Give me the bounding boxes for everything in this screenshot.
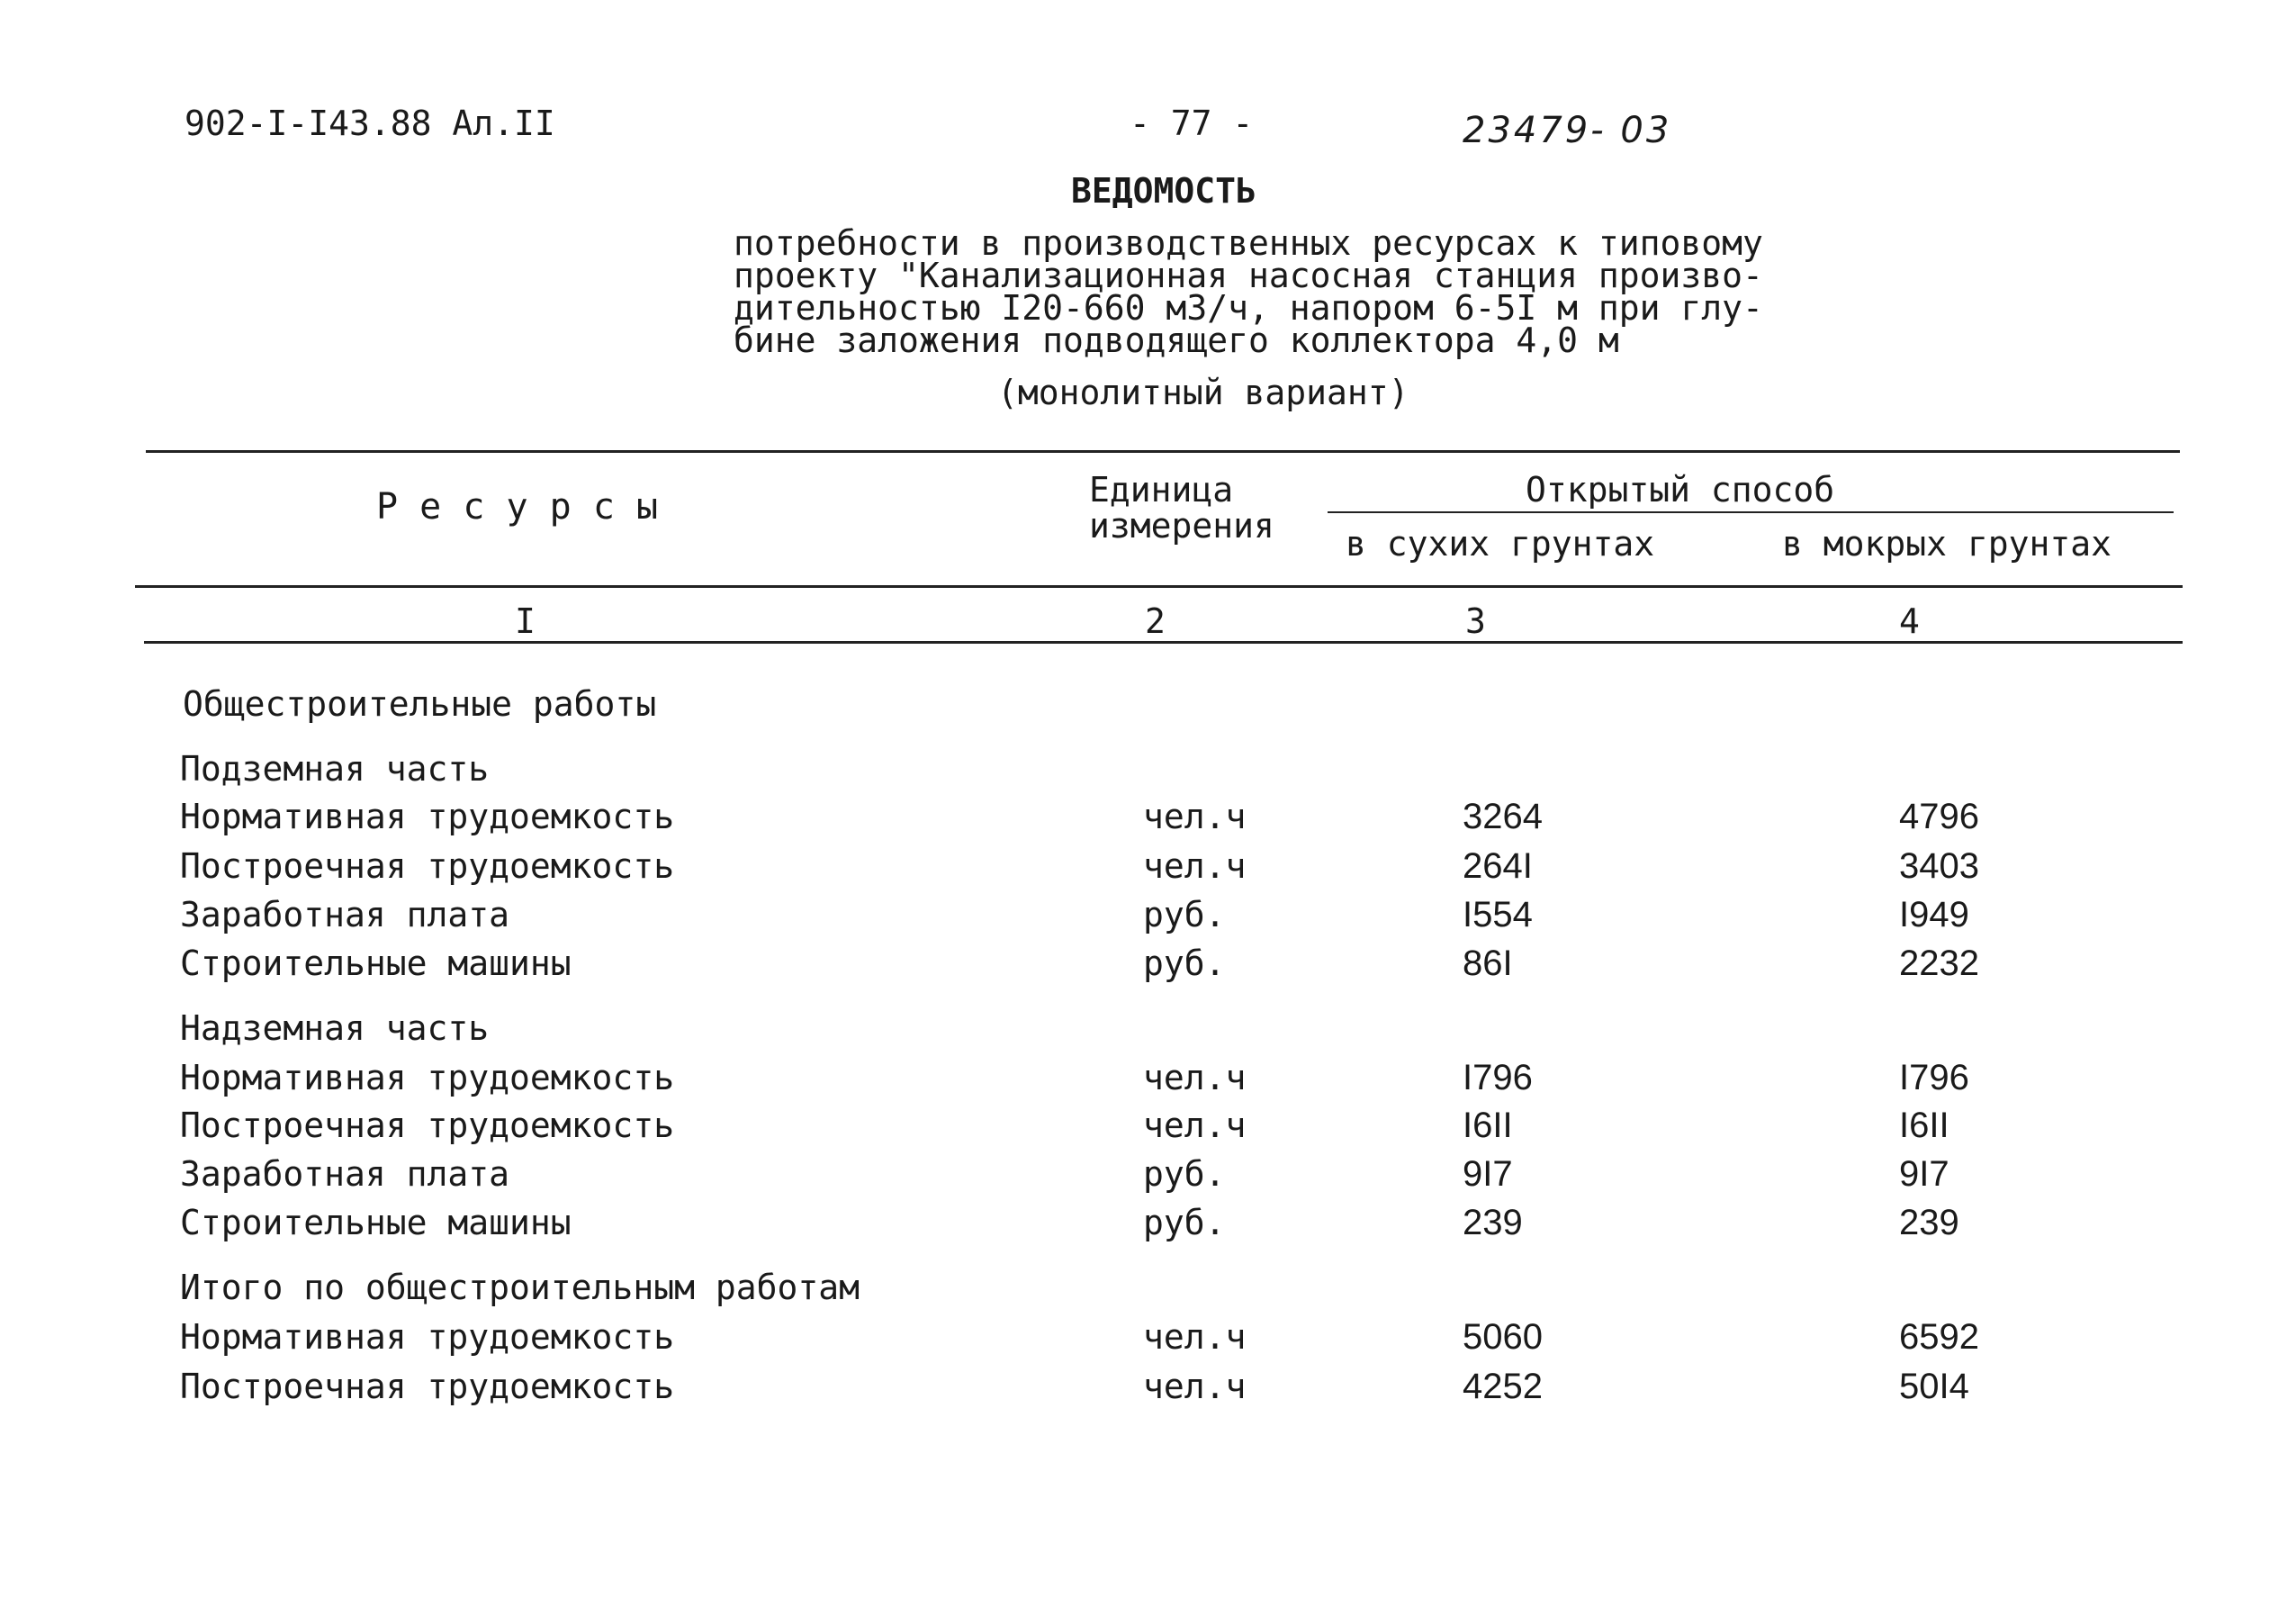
- table-top-rule: [146, 450, 2180, 453]
- row-value-wet: 6592: [1899, 1317, 1979, 1357]
- intro-line: бине заложения подводящего коллектора 4,0 м: [734, 320, 1619, 360]
- col-number-4: 4: [1899, 601, 1920, 641]
- row-value-wet: I6II: [1899, 1106, 1949, 1145]
- row-name: Нормативная трудоемкость: [180, 797, 675, 836]
- archive-number: 23479- 03: [1463, 110, 1672, 151]
- row-unit: руб.: [1143, 1154, 1226, 1194]
- row-value-dry: 264I: [1463, 846, 1533, 886]
- row-value-wet: 9I7: [1899, 1154, 1949, 1194]
- row-value-wet: 4796: [1899, 797, 1979, 836]
- header-bottom-rule: [135, 585, 2183, 588]
- row-unit: чел.ч: [1143, 1367, 1247, 1406]
- row-name: Построечная трудоемкость: [180, 1367, 675, 1406]
- variant-label: (монолитный вариант): [997, 373, 1409, 412]
- row-value-dry: 239: [1463, 1203, 1523, 1242]
- section-title: Общестроительные работы: [183, 684, 657, 724]
- col-header-resources: Р е с у р с ы: [376, 486, 659, 528]
- col-number-2: 2: [1145, 601, 1166, 641]
- col-header-wet-soil: в мокрых грунтах: [1782, 524, 2112, 564]
- row-name: Построечная трудоемкость: [180, 1106, 675, 1145]
- row-name: Заработная плата: [180, 895, 510, 934]
- row-unit: чел.ч: [1143, 797, 1247, 836]
- col-header-dry-soil: в сухих грунтах: [1346, 524, 1655, 564]
- intro-line: потребности в производственных ресурсах к типовому: [734, 223, 1763, 263]
- intro-line: дительностью I20-660 м3/ч, напором 6-5I м при глу-: [734, 288, 1763, 328]
- row-name: Нормативная трудоемкость: [180, 1317, 675, 1357]
- numbers-bottom-rule: [144, 641, 2183, 644]
- row-value-dry: I6II: [1463, 1106, 1513, 1145]
- col-header-unit-line2: измерения: [1089, 506, 1274, 546]
- document-title: ВЕДОМОСТЬ: [1071, 171, 1256, 211]
- col-header-unit-line1: Единица: [1089, 470, 1234, 510]
- row-value-dry: 3264: [1463, 797, 1543, 836]
- row-unit: руб.: [1143, 895, 1226, 934]
- row-value-wet: I796: [1899, 1058, 1969, 1097]
- row-value-dry: 9I7: [1463, 1154, 1513, 1194]
- document-code: 902-I-I43.88 Ал.II: [185, 104, 555, 143]
- row-value-wet: 2232: [1899, 943, 1979, 983]
- row-value-wet: I949: [1899, 895, 1969, 934]
- row-value-dry: 86I: [1463, 943, 1513, 983]
- row-name: Строительные машины: [180, 943, 572, 983]
- row-value-wet: 50I4: [1899, 1367, 1969, 1406]
- col-header-open-method: Открытый способ: [1526, 470, 1835, 510]
- row-name: Строительные машины: [180, 1203, 572, 1242]
- intro-line: проекту "Канализационная насосная станция произво-: [734, 256, 1763, 295]
- row-unit: руб.: [1143, 1203, 1226, 1242]
- group-title: Подземная часть: [180, 749, 490, 789]
- group-title: Надземная часть: [180, 1008, 490, 1048]
- row-value-dry: 4252: [1463, 1367, 1543, 1406]
- row-unit: руб.: [1143, 943, 1226, 983]
- group-underline: [1328, 511, 2174, 513]
- row-value-dry: I796: [1463, 1058, 1533, 1097]
- row-name: Построечная трудоемкость: [180, 846, 675, 886]
- intro-text: [734, 223, 1763, 360]
- col-number-3: 3: [1465, 601, 1486, 641]
- row-value-dry: 5060: [1463, 1317, 1543, 1357]
- row-name: Заработная плата: [180, 1154, 510, 1194]
- row-value-wet: 239: [1899, 1203, 1959, 1242]
- row-value-wet: 3403: [1899, 846, 1979, 886]
- page-number: - 77 -: [1130, 104, 1254, 143]
- row-name: Нормативная трудоемкость: [180, 1058, 675, 1097]
- row-unit: чел.ч: [1143, 1317, 1247, 1357]
- col-number-1: I: [515, 601, 536, 641]
- row-unit: чел.ч: [1143, 1106, 1247, 1145]
- row-unit: чел.ч: [1143, 1058, 1247, 1097]
- row-value-dry: I554: [1463, 895, 1533, 934]
- group-title: Итого по общестроительным работам: [180, 1268, 860, 1307]
- row-unit: чел.ч: [1143, 846, 1247, 886]
